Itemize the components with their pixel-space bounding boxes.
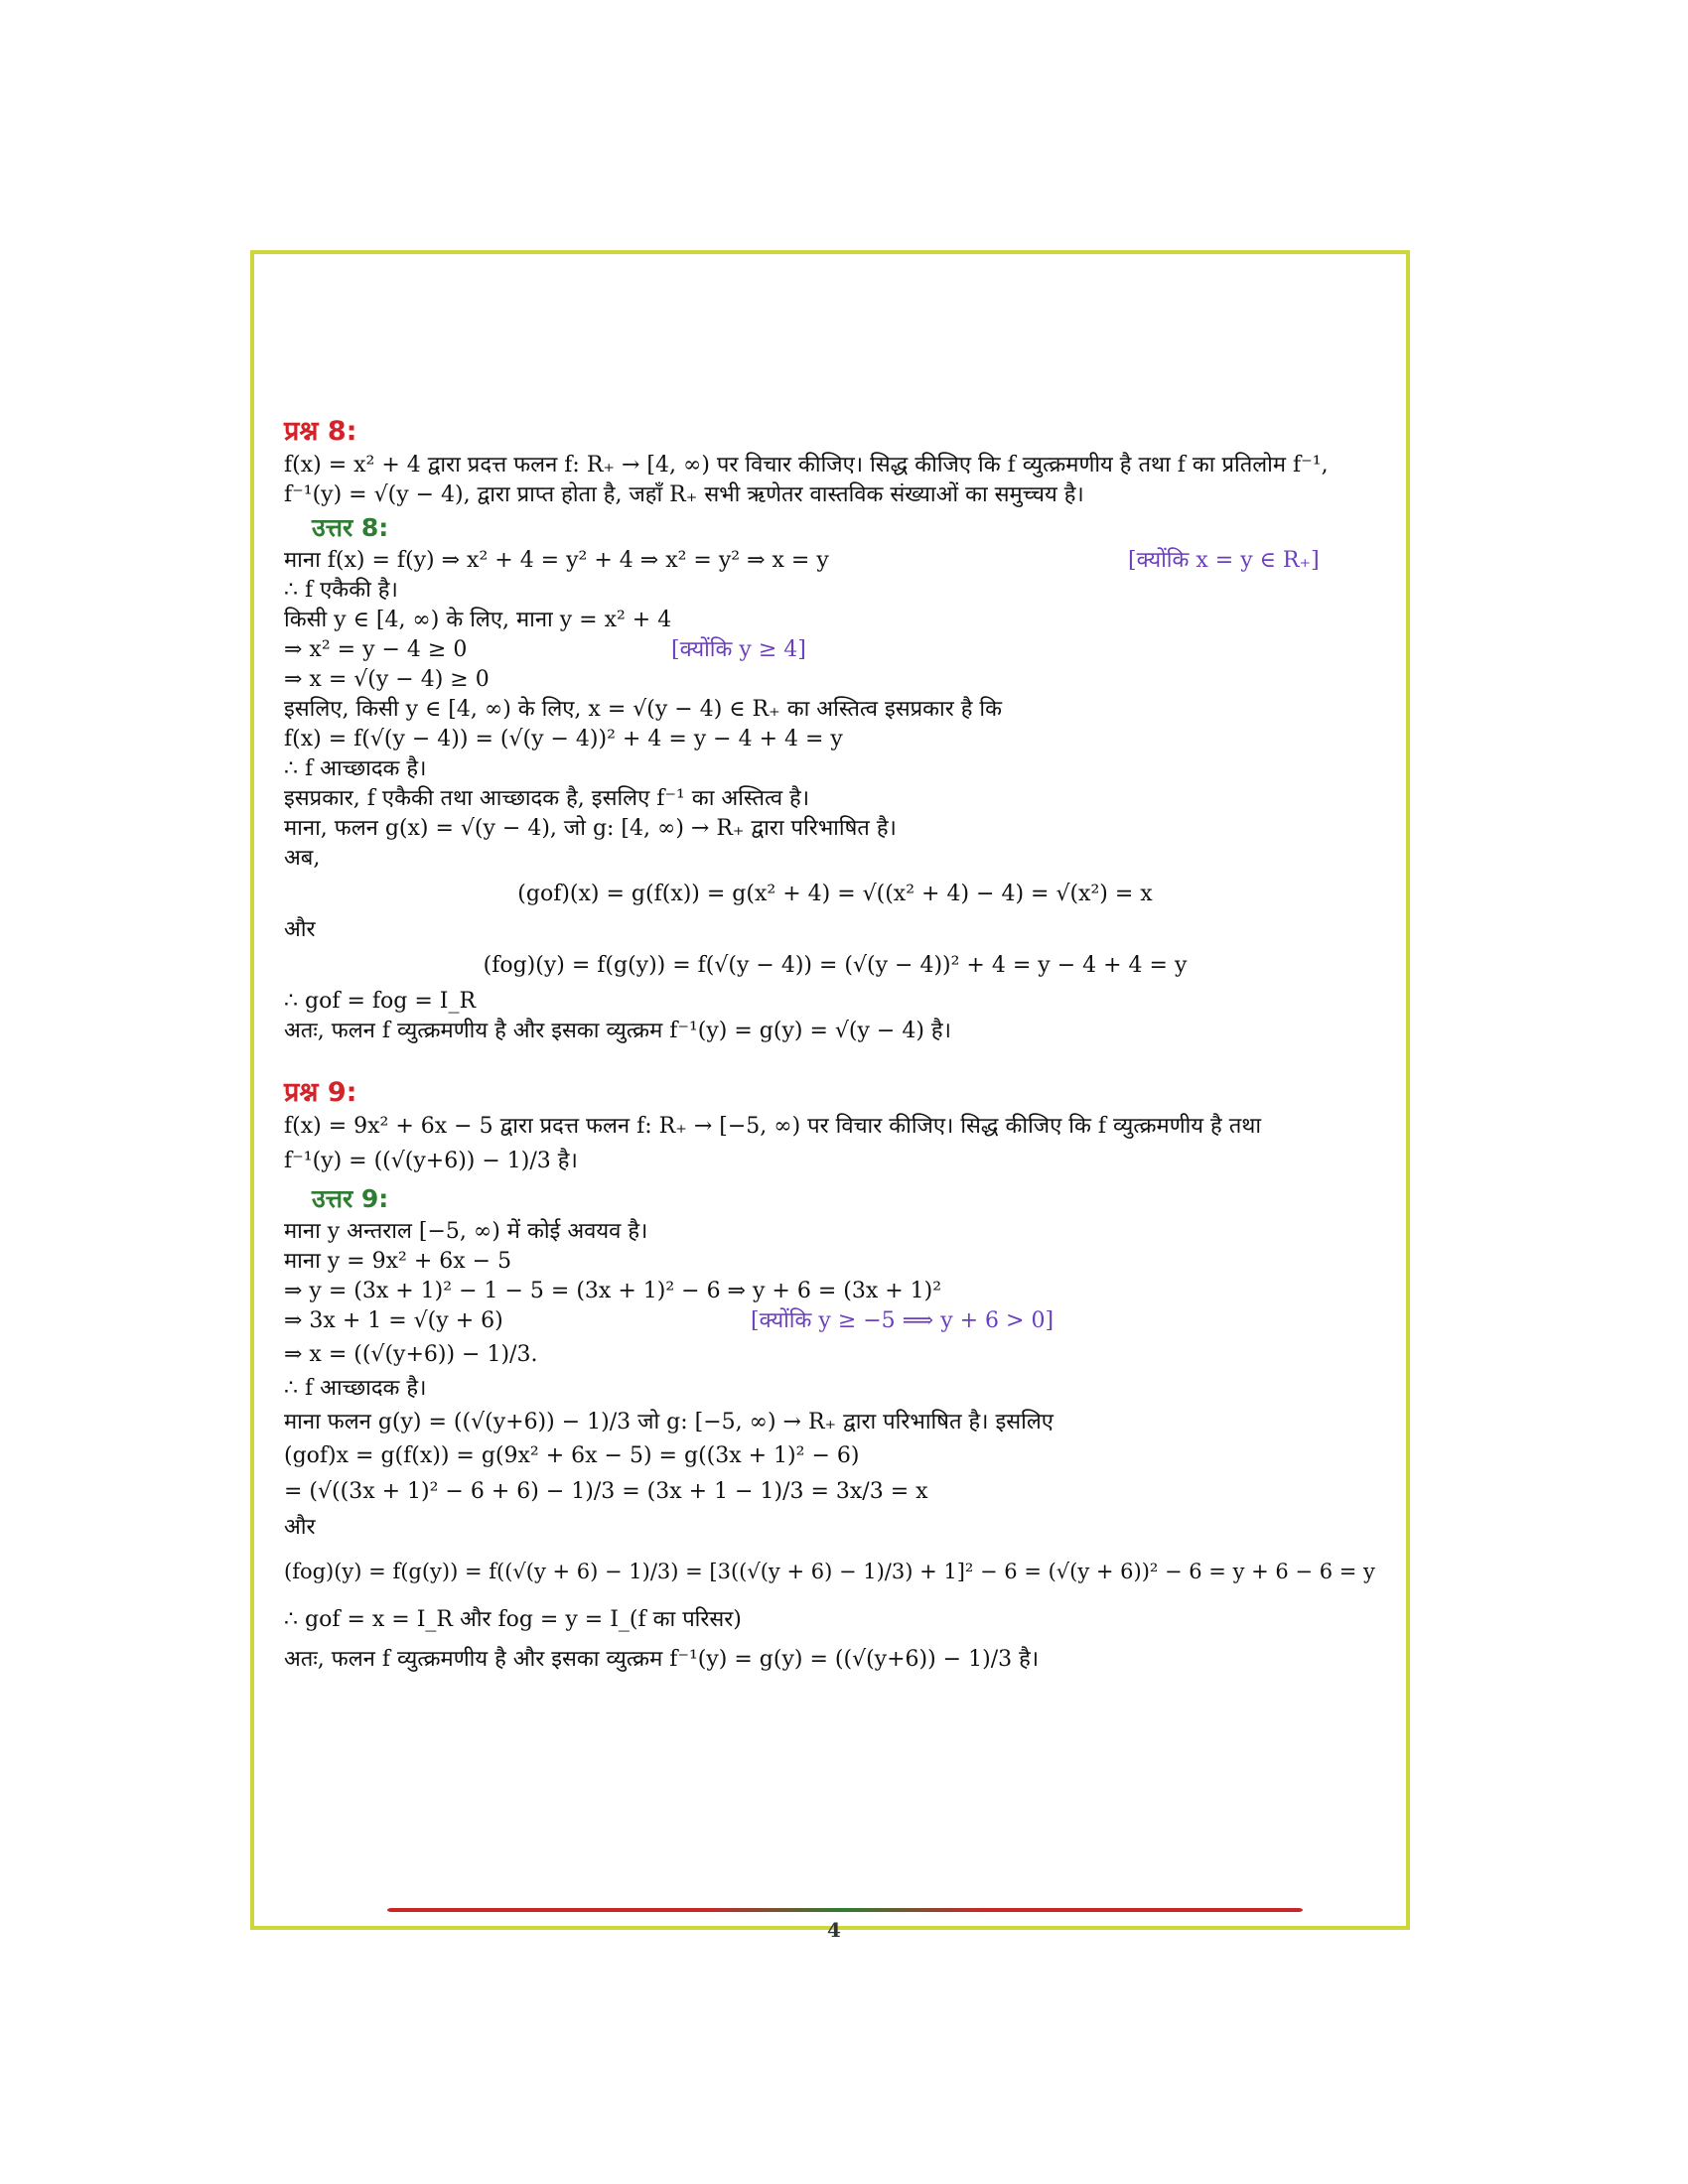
answer-8-line: ∴ f एकैकी है। — [284, 578, 398, 603]
answer-8-equation-gof: (gof)(x) = g(f(x)) = g(x² + 4) = √((x² + 4) − 4) = √(x²) = x — [517, 882, 1153, 906]
answer-9-line: ∴ gof = x = I_R और fog = y = I_(f का परिसर) — [284, 1607, 742, 1632]
answer-8-step: ⇒ x² = y − 4 ≥ 0 — [284, 637, 468, 662]
answer-8-line: अब, — [284, 846, 321, 871]
answer-8-line: इसप्रकार, f एकैकी तथा आच्छादक है, इसलिए f⁻¹ का अस्तित्व है। — [284, 786, 810, 811]
answer-8-line — [284, 546, 1386, 576]
answer-8-note: [क्योंकि x = y ∈ R₊] — [1128, 548, 1320, 573]
footer-divider — [387, 1908, 1303, 1912]
question-9-heading: प्रश्न 9: — [284, 1077, 357, 1108]
answer-8-conclusion: अतः, फलन f व्युत्क्रमणीय है और इसका व्युत्क्रम f⁻¹(y) = g(y) = √(y − 4) है। — [284, 1019, 951, 1043]
answer-8-heading: उत्तर 8: — [312, 513, 389, 542]
question-8-heading: प्रश्न 8: — [284, 416, 357, 447]
answer-9-conclusion: अतः, फलन f व्युत्क्रमणीय है और इसका व्युत्क्रम f⁻¹(y) = g(y) = ((√(y+6)) − 1)/3 है। — [284, 1647, 1040, 1672]
answer-8-step: माना f(x) = f(y) ⇒ x² + 4 = y² + 4 ⇒ x² = y² ⇒ x = y — [284, 548, 829, 573]
answer-8-line: माना, फलन g(x) = √(y − 4), जो g: [4, ∞) → R₊ द्वारा परिभाषित है। — [284, 816, 897, 841]
answer-8-line — [284, 635, 1386, 665]
answer-9-line: माना y अन्तराल [−5, ∞) में कोई अवयव है। — [284, 1219, 648, 1244]
answer-9-line: ⇒ y = (3x + 1)² − 1 − 5 = (3x + 1)² − 6 ⇒ y + 6 = (3x + 1)² — [284, 1279, 942, 1303]
answer-8-line: ∴ gof = fog = I_R — [284, 989, 477, 1014]
answer-9-line: = (√((3x + 1)² − 6 + 6) − 1)/3 = (3x + 1 − 1)/3 = 3x/3 = x — [284, 1479, 928, 1504]
answer-9-line: माना y = 9x² + 6x − 5 — [284, 1249, 512, 1274]
answer-9-line — [284, 1306, 1386, 1336]
answer-9-step: ⇒ 3x + 1 = √(y + 6) — [284, 1308, 503, 1333]
answer-8-line: किसी y ∈ [4, ∞) के लिए, माना y = x² + 4 — [284, 608, 672, 632]
question-8-text-line-2: f⁻¹(y) = √(y − 4), द्वारा प्राप्त होता है, जहाँ R₊ सभी ऋणेतर वास्तविक संख्याओं का समुच्चय है। — [284, 482, 1084, 507]
question-9-text-line-1: f(x) = 9x² + 6x − 5 द्वारा प्रदत्त फलन f: R₊ → [−5, ∞) पर विचार कीजिए। सिद्ध कीजिए कि f व्युत्क्रमणीय है तथा — [284, 1114, 1262, 1139]
answer-8-note: [क्योंकि y ≥ 4] — [671, 637, 806, 662]
answer-8-line: और — [284, 917, 316, 942]
question-8-text-line-1: f(x) = x² + 4 द्वारा प्रदत्त फलन f: R₊ → [4, ∞) पर विचार कीजिए। सिद्ध कीजिए कि f व्युत्क्रमणीय है तथा f का प्रतिलोम f⁻¹, — [284, 453, 1329, 478]
answer-9-note: [क्योंकि y ≥ −5 ⟹ y + 6 > 0] — [751, 1308, 1055, 1333]
answer-9-line: माना फलन g(y) = ((√(y+6)) − 1)/3 जो g: [−5, ∞) → R₊ द्वारा परिभाषित है। इसलिए — [284, 1410, 1054, 1434]
answer-8-line: ∴ f आच्छादक है। — [284, 756, 427, 781]
answer-9-line: ⇒ x = ((√(y+6)) − 1)/3. — [284, 1342, 538, 1367]
answer-9-heading: उत्तर 9: — [312, 1184, 389, 1213]
answer-9-line: ∴ f आच्छादक है। — [284, 1376, 427, 1401]
answer-9-line: (gof)x = g(f(x)) = g(9x² + 6x − 5) = g((3x + 1)² − 6) — [284, 1443, 860, 1468]
answer-8-line: इसलिए, किसी y ∈ [4, ∞) के लिए, x = √(y − 4) ∈ R₊ का अस्तित्व इसप्रकार है कि — [284, 697, 1003, 722]
answer-9-line: और — [284, 1515, 316, 1540]
page-number: 4 — [827, 1918, 841, 1942]
answer-8-line: ⇒ x = √(y − 4) ≥ 0 — [284, 667, 490, 692]
answer-8-equation-fog: (fog)(y) = f(g(y)) = f(√(y − 4)) = (√(y − 4))² + 4 = y − 4 + 4 = y — [483, 953, 1188, 978]
answer-8-line: f(x) = f(√(y − 4)) = (√(y − 4))² + 4 = y − 4 + 4 = y — [284, 727, 843, 751]
answer-9-equation-fog: (fog)(y) = f(g(y)) = f((√(y + 6) − 1)/3) = [3((√(y + 6) − 1)/3) + 1]² − 6 = (√(y + 6))² − 6 = y + 6 − 6 = y — [284, 1560, 1375, 1583]
question-9-text-line-2: f⁻¹(y) = ((√(y+6)) − 1)/3 है। — [284, 1149, 578, 1173]
page-content — [284, 413, 1386, 1680]
page-frame — [250, 250, 1410, 1942]
